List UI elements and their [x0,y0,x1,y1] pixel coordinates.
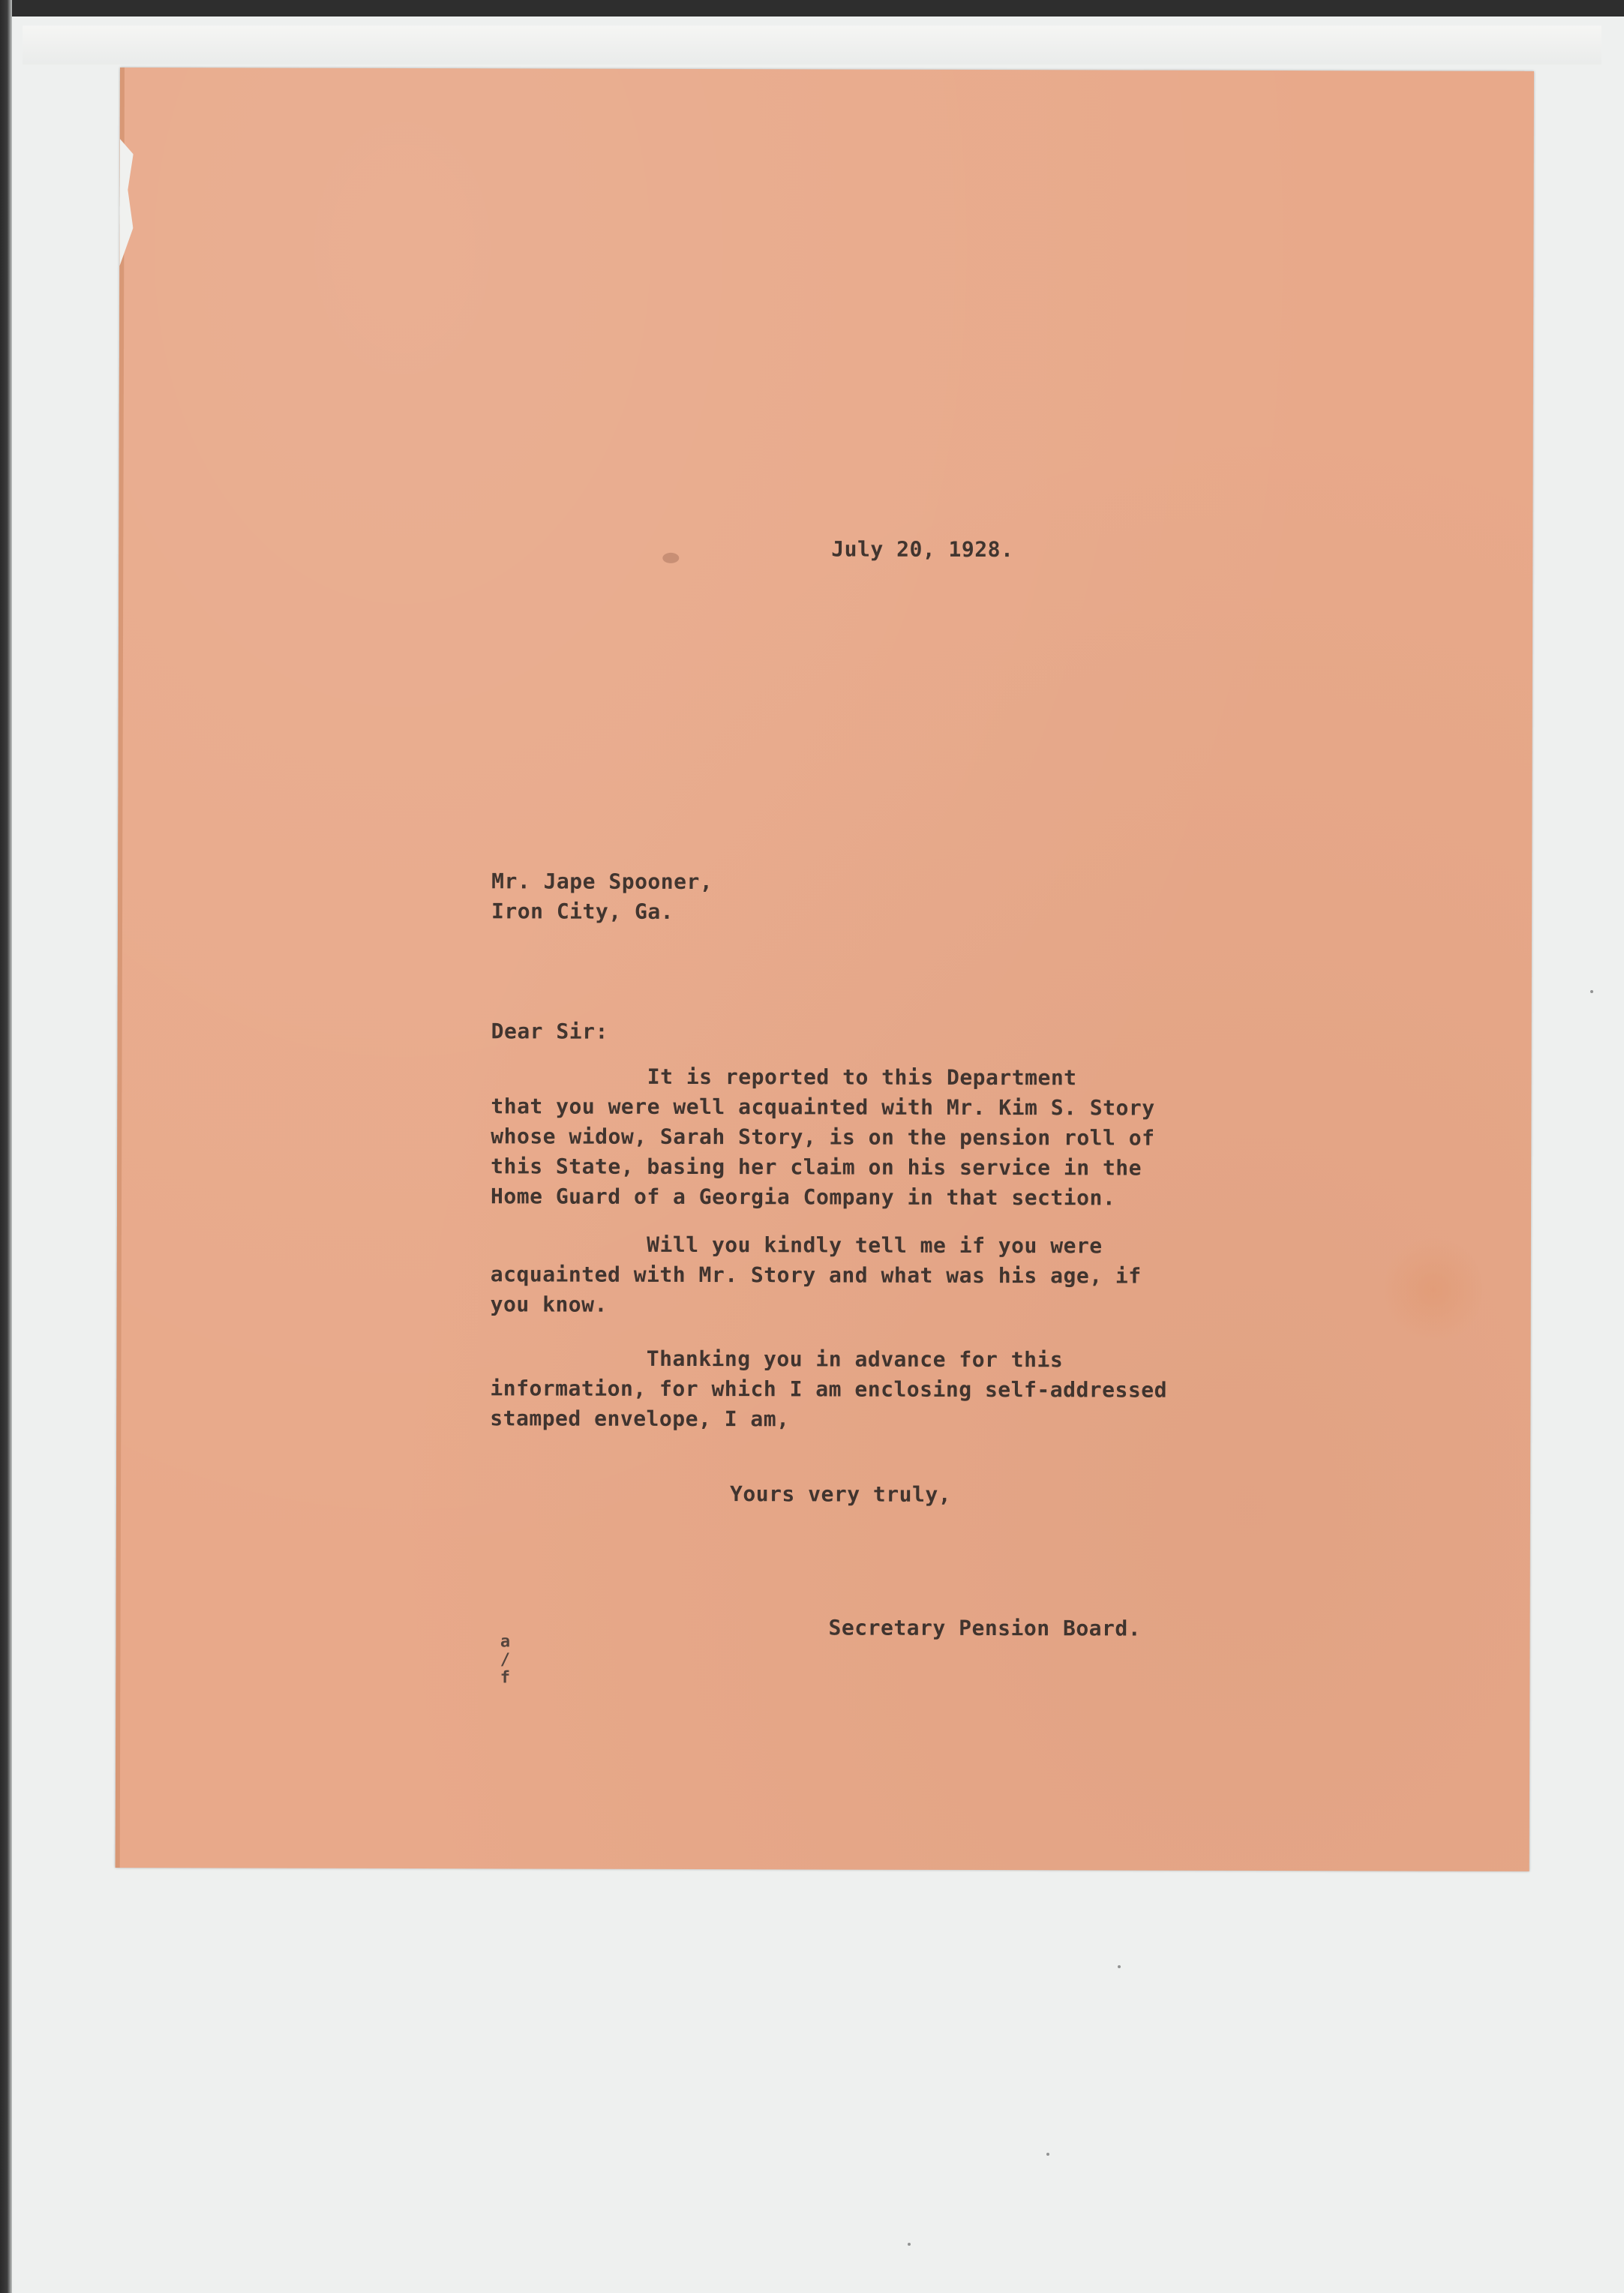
dust-speck [1590,990,1593,993]
paper-tear [119,139,133,266]
dust-speck [1046,2153,1049,2156]
scanner-glare [23,26,1601,65]
salutation: Dear Sir: [491,1019,608,1044]
paragraph-2-line: acquainted with Mr. Story and what was his age, if [490,1262,1142,1289]
paragraph-2-line: Will you kindly tell me if you were [490,1232,1103,1259]
dust-speck [1118,1965,1121,1968]
paragraph-2 [491,1229,1142,1321]
complimentary-closing: Yours very truly, [729,1481,952,1507]
paragraph-3-line: Thanking you in advance for this [490,1346,1064,1373]
paragraph-1 [491,1061,1155,1213]
paragraph-1-line: whose widow, Sarah Story, is on the pension roll of [491,1124,1155,1151]
addressee-city: Iron City, Ga. [491,899,674,924]
dust-speck [908,2243,911,2246]
typist-initials: a / f [500,1632,511,1688]
paragraph-3-line: stamped envelope, I am, [490,1406,790,1432]
signature-title: Secretary Pension Board. [828,1615,1142,1641]
addressee-name: Mr. Jape Spooner, [491,869,713,895]
paragraph-1-line: that you were well acquainted with Mr. Kim S. Story [491,1094,1155,1121]
paper-spot [662,553,679,563]
scanner-border-left [0,0,12,2293]
paragraph-1-line: It is reported to this Department [491,1064,1077,1091]
letter-page [116,68,1534,1871]
paper-stain [1385,1233,1482,1346]
paragraph-1-line: this State, basing her claim on his service in the [491,1154,1142,1181]
paragraph-2-line: you know. [490,1292,608,1317]
letter-date: July 20, 1928. [831,536,1014,563]
scanner-border-top [0,0,1624,17]
paragraph-3 [490,1343,1167,1435]
paragraph-1-line: Home Guard of a Georgia Company in that section. [491,1184,1116,1211]
paragraph-3-line: information, for which I am enclosing self-addressed [490,1376,1168,1403]
addressee-block [491,866,713,927]
paper-edge [116,68,125,1868]
